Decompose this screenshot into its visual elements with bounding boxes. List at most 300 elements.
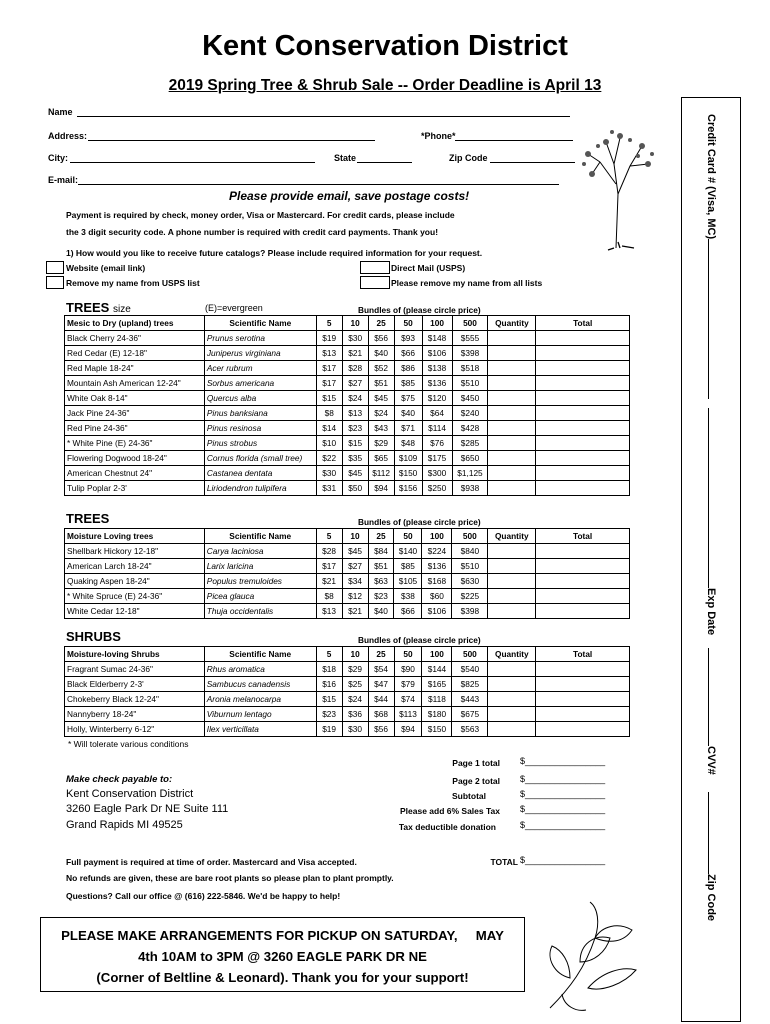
- price-cell[interactable]: $225: [452, 589, 488, 604]
- cvv-field[interactable]: [708, 648, 717, 746]
- scientific-name: Liriodendron tulipifera: [204, 481, 316, 496]
- column-header: 25: [368, 529, 394, 544]
- quantity-field[interactable]: [488, 589, 536, 604]
- total-field[interactable]: [536, 331, 630, 346]
- price-cell[interactable]: $21: [342, 346, 368, 361]
- total-field[interactable]: [536, 466, 630, 481]
- price-cell[interactable]: $56: [368, 331, 394, 346]
- price-cell[interactable]: $21: [316, 574, 342, 589]
- price-cell[interactable]: $65: [368, 451, 394, 466]
- scientific-name: Picea glauca: [204, 589, 316, 604]
- size-label: size: [112, 304, 131, 315]
- price-cell[interactable]: $12: [342, 589, 368, 604]
- trees-dry-heading-text: TREES: [66, 300, 110, 315]
- price-cell[interactable]: $240: [452, 406, 488, 421]
- price-cell[interactable]: $85: [394, 559, 422, 574]
- total-field[interactable]: [536, 662, 630, 677]
- price-cell[interactable]: $19: [316, 722, 342, 737]
- plant-name: Shellbark Hickory 12-18": [65, 544, 205, 559]
- price-cell[interactable]: $518: [452, 361, 488, 376]
- table-row: [65, 421, 630, 436]
- plant-name: Red Maple 18-24": [65, 361, 205, 376]
- direct-mail-option-label: Direct Mail (USPS): [391, 263, 466, 273]
- price-cell[interactable]: $25: [342, 677, 368, 692]
- total-field[interactable]: [536, 436, 630, 451]
- remove-usps-checkbox[interactable]: [46, 276, 64, 289]
- shrubs-bundles-label: Bundles of (please circle price): [358, 635, 481, 645]
- price-cell[interactable]: $51: [368, 559, 394, 574]
- column-header: 50: [394, 316, 422, 331]
- column-header: Scientific Name: [204, 647, 316, 662]
- price-cell[interactable]: $136: [422, 559, 452, 574]
- leaf-illustration: [540, 898, 652, 1016]
- total-field[interactable]: [536, 707, 630, 722]
- total-field[interactable]: [536, 406, 630, 421]
- column-header: 5: [316, 529, 342, 544]
- quantity-field[interactable]: [488, 436, 536, 451]
- grand-total-field[interactable]: $________________: [520, 855, 606, 865]
- website-checkbox[interactable]: [46, 261, 64, 274]
- price-cell[interactable]: $79: [394, 677, 422, 692]
- org-city: Grand Rapids MI 49525: [66, 819, 183, 831]
- price-cell[interactable]: $112: [368, 466, 394, 481]
- price-cell[interactable]: $398: [452, 604, 488, 619]
- price-cell[interactable]: $563: [452, 722, 488, 737]
- scientific-name: Prunus serotina: [204, 331, 316, 346]
- price-cell[interactable]: $136: [422, 376, 452, 391]
- table-row: [65, 662, 630, 677]
- page2-total-label: Page 2 total: [452, 776, 500, 786]
- price-cell[interactable]: $40: [368, 604, 394, 619]
- price-cell[interactable]: $105: [394, 574, 422, 589]
- plant-name: Mountain Ash American 12-24": [65, 376, 205, 391]
- cvv-row: [705, 648, 717, 775]
- price-cell[interactable]: $938: [452, 481, 488, 496]
- quantity-field[interactable]: [488, 692, 536, 707]
- price-cell[interactable]: $35: [342, 451, 368, 466]
- price-cell[interactable]: $36: [342, 707, 368, 722]
- price-cell[interactable]: $144: [422, 662, 452, 677]
- price-cell[interactable]: $148: [422, 331, 452, 346]
- trees-dry-bundles-label: Bundles of (please circle price): [358, 305, 481, 315]
- plant-name: White Cedar 12-18": [65, 604, 205, 619]
- column-header: Scientific Name: [204, 316, 316, 331]
- table-row: [65, 466, 630, 481]
- sidebar-zip-field[interactable]: [708, 792, 717, 874]
- shrubs-heading: SHRUBS: [66, 629, 121, 644]
- column-header: 500: [452, 647, 488, 662]
- table-row: [65, 589, 630, 604]
- total-field[interactable]: [536, 604, 630, 619]
- scientific-name: Aronia melanocarpa: [204, 692, 316, 707]
- price-cell[interactable]: $840: [452, 544, 488, 559]
- price-cell[interactable]: $15: [316, 692, 342, 707]
- scientific-name: Sambucus canadensis: [204, 677, 316, 692]
- price-cell[interactable]: $180: [422, 707, 452, 722]
- price-cell[interactable]: $24: [342, 391, 368, 406]
- price-cell[interactable]: $630: [452, 574, 488, 589]
- price-cell[interactable]: $30: [342, 331, 368, 346]
- column-header: 25: [368, 647, 394, 662]
- price-cell[interactable]: $52: [368, 361, 394, 376]
- price-cell[interactable]: $74: [394, 692, 422, 707]
- price-cell[interactable]: $21: [342, 604, 368, 619]
- price-cell[interactable]: $34: [342, 574, 368, 589]
- quantity-field[interactable]: [488, 481, 536, 496]
- price-cell[interactable]: $16: [316, 677, 342, 692]
- price-cell[interactable]: $13: [342, 406, 368, 421]
- quantity-field[interactable]: [488, 574, 536, 589]
- price-cell[interactable]: $23: [316, 707, 342, 722]
- scientific-name: Acer rubrum: [204, 361, 316, 376]
- price-cell[interactable]: $14: [316, 421, 342, 436]
- price-cell[interactable]: $30: [342, 722, 368, 737]
- sales-tax-label: Please add 6% Sales Tax: [399, 806, 500, 816]
- price-cell[interactable]: $90: [394, 662, 422, 677]
- column-header: Mesic to Dry (upland) trees: [65, 316, 205, 331]
- price-cell[interactable]: $18: [316, 662, 342, 677]
- remove-all-option-label: Please remove my name from all lists: [391, 278, 543, 288]
- quantity-field[interactable]: [488, 544, 536, 559]
- check-payable-label: Make check payable to:: [66, 774, 173, 785]
- price-cell[interactable]: $31: [316, 481, 342, 496]
- page1-total-field[interactable]: $________________: [520, 756, 606, 766]
- email-field[interactable]: [78, 175, 559, 185]
- donation-label: Tax deductible donation: [398, 822, 496, 832]
- name-field[interactable]: [77, 107, 570, 117]
- zip-label: Zip Code: [449, 153, 488, 163]
- quantity-field[interactable]: [488, 707, 536, 722]
- price-cell[interactable]: $28: [342, 361, 368, 376]
- state-label: State: [334, 153, 357, 163]
- price-cell[interactable]: $510: [452, 376, 488, 391]
- price-cell[interactable]: $45: [368, 391, 394, 406]
- price-cell[interactable]: $19: [316, 331, 342, 346]
- scientific-name: Castanea dentata: [204, 466, 316, 481]
- total-field[interactable]: [536, 481, 630, 496]
- quantity-field[interactable]: [488, 406, 536, 421]
- plant-name: Black Cherry 24-36": [65, 331, 205, 346]
- price-cell[interactable]: $50: [342, 481, 368, 496]
- price-cell[interactable]: $29: [368, 436, 394, 451]
- price-cell[interactable]: $29: [342, 662, 368, 677]
- quantity-field[interactable]: [488, 391, 536, 406]
- price-cell[interactable]: $113: [394, 707, 422, 722]
- table-row: [65, 604, 630, 619]
- total-field[interactable]: [536, 722, 630, 737]
- price-cell[interactable]: $45: [342, 544, 368, 559]
- price-cell[interactable]: $24: [342, 692, 368, 707]
- table-row: [65, 331, 630, 346]
- price-cell[interactable]: $40: [368, 346, 394, 361]
- column-header: Quantity: [488, 316, 536, 331]
- price-cell[interactable]: $285: [452, 436, 488, 451]
- column-header: Total: [536, 529, 630, 544]
- page2-total-field[interactable]: $________________: [520, 774, 606, 784]
- phone-field[interactable]: [455, 131, 573, 141]
- table-row: [65, 722, 630, 737]
- scientific-name: Sorbus americana: [204, 376, 316, 391]
- plant-name: * White Pine (E) 24-36": [65, 436, 205, 451]
- total-field[interactable]: [536, 421, 630, 436]
- price-cell[interactable]: $63: [368, 574, 394, 589]
- plant-name: Nannyberry 18-24": [65, 707, 205, 722]
- remove-all-checkbox[interactable]: [360, 276, 390, 289]
- total-field[interactable]: [536, 346, 630, 361]
- price-cell[interactable]: $17: [316, 376, 342, 391]
- exp-date-row: [705, 408, 717, 635]
- plant-name: American Larch 18-24": [65, 559, 205, 574]
- price-cell[interactable]: $23: [342, 421, 368, 436]
- pickup-line-3: (Corner of Beltline & Leonard). Thank you for your support!: [96, 970, 469, 985]
- scientific-name: Carya laciniosa: [204, 544, 316, 559]
- page-title: Kent Conservation District: [202, 30, 568, 62]
- total-field[interactable]: [536, 589, 630, 604]
- price-cell[interactable]: $120: [422, 391, 452, 406]
- total-field[interactable]: [536, 451, 630, 466]
- no-refunds-note: No refunds are given, these are bare root plants so please plan to plant promptly.: [66, 873, 394, 883]
- price-cell[interactable]: $398: [452, 346, 488, 361]
- price-cell[interactable]: $10: [316, 436, 342, 451]
- price-cell[interactable]: $85: [394, 376, 422, 391]
- price-cell[interactable]: $165: [422, 677, 452, 692]
- price-cell[interactable]: $64: [422, 406, 452, 421]
- price-cell[interactable]: $43: [368, 421, 394, 436]
- price-cell[interactable]: $13: [316, 346, 342, 361]
- total-field[interactable]: [536, 391, 630, 406]
- trees-moist-table: [64, 528, 630, 619]
- direct-mail-checkbox[interactable]: [360, 261, 390, 274]
- email-label: E-mail:: [48, 175, 79, 185]
- price-cell[interactable]: $17: [316, 361, 342, 376]
- quantity-field[interactable]: [488, 466, 536, 481]
- price-cell[interactable]: $650: [452, 451, 488, 466]
- scientific-name: Populus tremuloides: [204, 574, 316, 589]
- quantity-field[interactable]: [488, 361, 536, 376]
- price-cell[interactable]: $24: [368, 406, 394, 421]
- price-cell[interactable]: $250: [422, 481, 452, 496]
- pickup-notice: [40, 917, 525, 992]
- price-cell[interactable]: $140: [394, 544, 422, 559]
- price-cell[interactable]: $94: [394, 722, 422, 737]
- price-cell[interactable]: $150: [394, 466, 422, 481]
- plant-name: Tulip Poplar 2-3': [65, 481, 205, 496]
- quantity-field[interactable]: [488, 346, 536, 361]
- column-header: 100: [422, 529, 452, 544]
- price-cell[interactable]: $114: [422, 421, 452, 436]
- scientific-name: Pinus strobus: [204, 436, 316, 451]
- total-field[interactable]: [536, 544, 630, 559]
- page1-total-label: Page 1 total: [452, 758, 500, 768]
- quantity-field[interactable]: [488, 421, 536, 436]
- price-cell[interactable]: $13: [316, 604, 342, 619]
- scientific-name: Juniperus virginiana: [204, 346, 316, 361]
- table-row: [65, 436, 630, 451]
- subtotal-field[interactable]: $________________: [520, 789, 606, 799]
- total-field[interactable]: [536, 361, 630, 376]
- tolerance-footnote: * Will tolerate various conditions: [68, 739, 189, 749]
- column-header: 500: [452, 529, 488, 544]
- price-cell[interactable]: $75: [394, 391, 422, 406]
- city-field[interactable]: [70, 153, 315, 163]
- price-cell[interactable]: $1,125: [452, 466, 488, 481]
- column-header: 100: [422, 316, 452, 331]
- total-field[interactable]: [536, 677, 630, 692]
- quantity-field[interactable]: [488, 604, 536, 619]
- plant-name: Red Pine 24-36": [65, 421, 205, 436]
- state-field[interactable]: [357, 153, 412, 163]
- price-cell[interactable]: $40: [394, 406, 422, 421]
- address-field[interactable]: [88, 131, 375, 141]
- price-cell[interactable]: $56: [368, 722, 394, 737]
- zip-field[interactable]: [490, 153, 575, 163]
- cvv-label: CVV#: [705, 746, 717, 775]
- price-cell[interactable]: $300: [422, 466, 452, 481]
- plant-name: Flowering Dogwood 18-24": [65, 451, 205, 466]
- price-cell[interactable]: $224: [422, 544, 452, 559]
- total-field[interactable]: [536, 692, 630, 707]
- scientific-name: Pinus banksiana: [204, 406, 316, 421]
- org-name: Kent Conservation District: [66, 788, 194, 800]
- scientific-name: Thuja occidentalis: [204, 604, 316, 619]
- table-row: [65, 406, 630, 421]
- price-cell[interactable]: $22: [316, 451, 342, 466]
- price-cell[interactable]: $138: [422, 361, 452, 376]
- price-cell[interactable]: $76: [422, 436, 452, 451]
- price-cell[interactable]: $118: [422, 692, 452, 707]
- column-header: 100: [422, 647, 452, 662]
- price-cell[interactable]: $60: [422, 589, 452, 604]
- donation-field[interactable]: $________________: [520, 820, 606, 830]
- price-cell[interactable]: $825: [452, 677, 488, 692]
- quantity-field[interactable]: [488, 451, 536, 466]
- price-cell[interactable]: $84: [368, 544, 394, 559]
- price-cell[interactable]: $15: [342, 436, 368, 451]
- table-row: [65, 346, 630, 361]
- sales-tax-field[interactable]: $________________: [520, 804, 606, 814]
- quantity-field[interactable]: [488, 662, 536, 677]
- quantity-field[interactable]: [488, 722, 536, 737]
- price-cell[interactable]: $27: [342, 376, 368, 391]
- price-cell[interactable]: $94: [368, 481, 394, 496]
- column-header: 50: [394, 529, 422, 544]
- price-cell[interactable]: $27: [342, 559, 368, 574]
- column-header: Moisture-loving Shrubs: [65, 647, 205, 662]
- price-cell[interactable]: $66: [394, 604, 422, 619]
- price-cell[interactable]: $23: [368, 589, 394, 604]
- trees-dry-heading: [66, 300, 131, 315]
- column-header: 10: [342, 529, 368, 544]
- price-cell[interactable]: $675: [452, 707, 488, 722]
- price-cell[interactable]: $45: [342, 466, 368, 481]
- price-cell[interactable]: $15: [316, 391, 342, 406]
- table-row: [65, 451, 630, 466]
- price-cell[interactable]: $510: [452, 559, 488, 574]
- plant-name: Holly, Winterberry 6-12": [65, 722, 205, 737]
- total-field[interactable]: [536, 574, 630, 589]
- address-label: Address:: [48, 131, 88, 141]
- zip-code-row: [705, 792, 717, 921]
- quantity-field[interactable]: [488, 376, 536, 391]
- subtotal-label: Subtotal: [452, 791, 486, 801]
- price-cell[interactable]: $175: [422, 451, 452, 466]
- price-cell[interactable]: $54: [368, 662, 394, 677]
- price-cell[interactable]: $450: [452, 391, 488, 406]
- price-cell[interactable]: $71: [394, 421, 422, 436]
- price-cell[interactable]: $51: [368, 376, 394, 391]
- price-cell[interactable]: $555: [452, 331, 488, 346]
- quantity-field[interactable]: [488, 559, 536, 574]
- credit-card-label: [705, 114, 717, 399]
- column-header: Quantity: [488, 529, 536, 544]
- price-cell[interactable]: $168: [422, 574, 452, 589]
- price-cell[interactable]: $150: [422, 722, 452, 737]
- quantity-field[interactable]: [488, 677, 536, 692]
- column-header: Moisture Loving trees: [65, 529, 205, 544]
- table-row: [65, 707, 630, 722]
- table-row: [65, 376, 630, 391]
- price-cell[interactable]: $30: [316, 466, 342, 481]
- price-cell[interactable]: $428: [452, 421, 488, 436]
- table-row: [65, 481, 630, 496]
- payment-text-1: Payment is required by check, money order, Visa or Mastercard. For credit cards, please include: [66, 210, 455, 220]
- quantity-field[interactable]: [488, 331, 536, 346]
- column-header: 5: [316, 316, 342, 331]
- full-payment-note: Full payment is required at time of order. Mastercard and Visa accepted.: [66, 857, 357, 867]
- price-cell[interactable]: $443: [452, 692, 488, 707]
- price-cell[interactable]: $109: [394, 451, 422, 466]
- grand-total-label: TOTAL: [490, 857, 518, 867]
- remove-usps-option-label: Remove my name from USPS list: [66, 278, 200, 288]
- table-row: [65, 361, 630, 376]
- page-subtitle: 2019 Spring Tree & Shrub Sale -- Order Deadline is April 13: [168, 77, 602, 94]
- price-cell[interactable]: $156: [394, 481, 422, 496]
- total-field[interactable]: [536, 559, 630, 574]
- table-row: [65, 544, 630, 559]
- name-label: Name: [48, 107, 73, 117]
- price-cell[interactable]: $47: [368, 677, 394, 692]
- table-row: [65, 391, 630, 406]
- price-cell[interactable]: $93: [394, 331, 422, 346]
- scientific-name: Ilex verticillata: [204, 722, 316, 737]
- email-note: Please provide email, save postage costs!: [229, 189, 470, 203]
- column-header: 5: [316, 647, 342, 662]
- price-cell[interactable]: $106: [422, 346, 452, 361]
- price-cell[interactable]: $540: [452, 662, 488, 677]
- column-header: 50: [394, 647, 422, 662]
- table-row: [65, 574, 630, 589]
- column-header: Quantity: [488, 647, 536, 662]
- price-cell[interactable]: $48: [394, 436, 422, 451]
- price-cell[interactable]: $68: [368, 707, 394, 722]
- exp-date-field[interactable]: [708, 408, 717, 588]
- price-cell[interactable]: $8: [316, 406, 342, 421]
- plant-name: Jack Pine 24-36": [65, 406, 205, 421]
- price-cell[interactable]: $106: [422, 604, 452, 619]
- price-cell[interactable]: $17: [316, 559, 342, 574]
- price-cell[interactable]: $38: [394, 589, 422, 604]
- city-label: City:: [48, 153, 68, 163]
- price-cell[interactable]: $44: [368, 692, 394, 707]
- total-field[interactable]: [536, 376, 630, 391]
- price-cell[interactable]: $8: [316, 589, 342, 604]
- credit-card-field[interactable]: [708, 239, 717, 399]
- price-cell[interactable]: $86: [394, 361, 422, 376]
- shrubs-table: [64, 646, 630, 737]
- price-cell[interactable]: $66: [394, 346, 422, 361]
- credit-card-label-text: Credit Card # (Visa, MC): [705, 114, 717, 240]
- price-cell[interactable]: $28: [316, 544, 342, 559]
